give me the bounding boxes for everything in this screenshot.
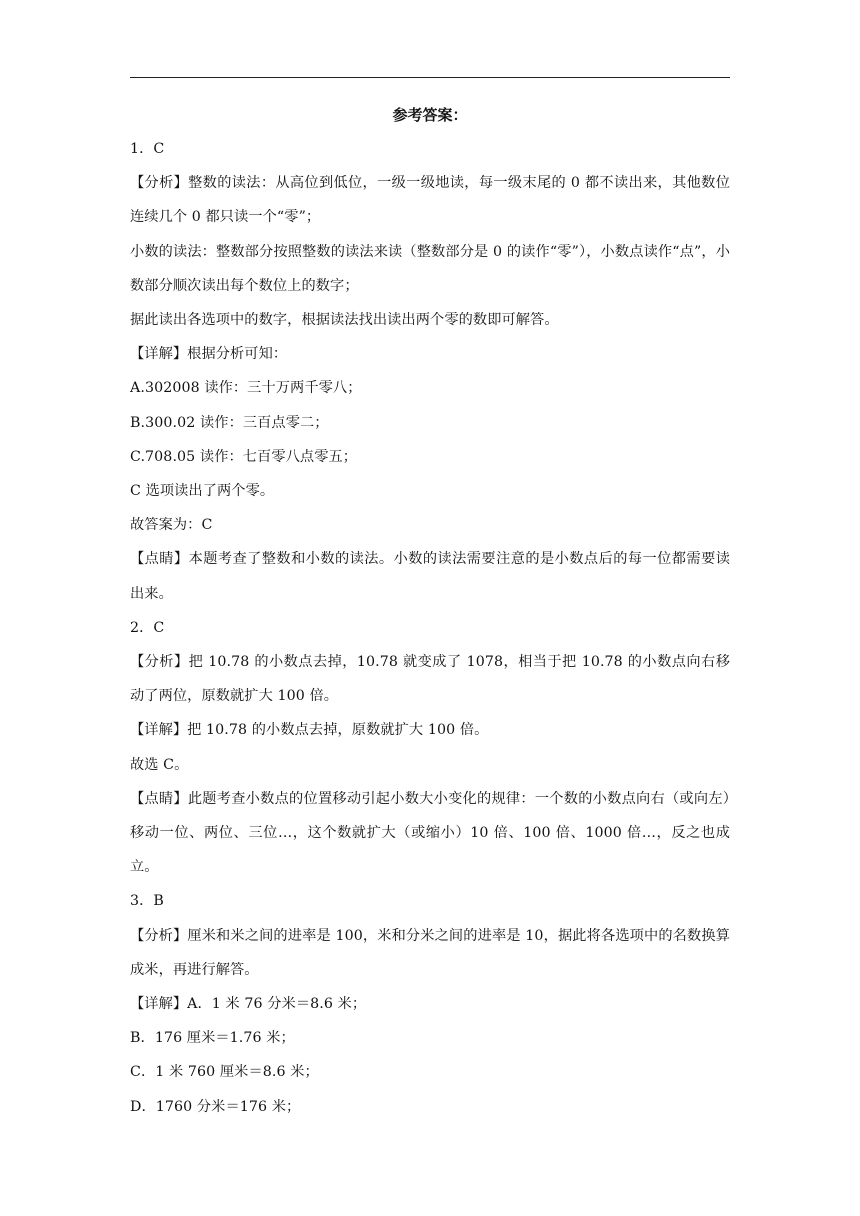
detail-1-option-c: C.708.05 读作：七百零八点零五；: [130, 448, 358, 465]
detail-3-option-b: B．176 厘米＝1.76 米；: [130, 1030, 295, 1047]
detail-2: 【详解】把 10.78 的小数点去掉，原数就扩大 100 倍。: [130, 722, 489, 739]
answer-number-1: 1．C: [130, 141, 165, 157]
detail-3-option-d: D．1760 分米＝176 米；: [130, 1098, 301, 1115]
analysis-1-conclusion: 据此读出各选项中的数字，根据读法找出读出两个零的数即可解答。: [130, 312, 559, 329]
answer-number-3: 3．B: [130, 893, 164, 910]
analysis-1-decimal-reading: 小数的读法：整数部分按照整数的读法来读（整数部分是 0 的读作“零”），小数点读作“点”，小数部分顺次读出每个数位上的数字；: [130, 243, 730, 294]
analysis-2: 【分析】把 10.78 的小数点去掉，10.78 就变成了 1078，相当于把 10.78 的小数点向右移动了两位，原数就扩大 100 倍。: [130, 654, 730, 705]
answer-number-2: 2．C: [130, 619, 165, 636]
detail-1-result: C 选项读出了两个零。: [130, 483, 275, 500]
answer-document: [130, 98, 730, 1124]
answer-2-final: 故选 C。: [130, 756, 189, 773]
document-title: 参考答案：: [392, 106, 468, 124]
detail-3-option-c: C．1 米 760 厘米＝8.6 米；: [130, 1064, 319, 1081]
comment-1: 【点睛】本题考查了整数和小数的读法。小数的读法需要注意的是小数点后的每一位都需要读出来。: [130, 551, 730, 602]
comment-2: 【点睛】此题考查小数点的位置移动引起小数大小变化的规律：一个数的小数点向右（或向左）移动一位、两位、三位…，这个数就扩大（或缩小）10 倍、100 倍、1000 倍…，反之也成立。: [130, 790, 730, 876]
detail-1-option-b: B.300.02 读作：三百点零二；: [130, 414, 329, 431]
detail-1-heading: 【详解】根据分析可知：: [130, 346, 288, 363]
analysis-1-integer-reading: 【分析】整数的读法：从高位到低位，一级一级地读，每一级末尾的 0 都不读出来，其他数位连续几个 0 都只读一个“零”；: [130, 175, 730, 226]
detail-3-option-a: 【详解】A．1 米 76 分米＝8.6 米；: [130, 996, 367, 1013]
analysis-3: 【分析】厘米和米之间的进率是 100，米和分米之间的进率是 10，据此将各选项中的名数换算成米，再进行解答。: [130, 927, 730, 978]
header-rule: [130, 77, 730, 78]
detail-1-option-a: A.302008 读作：三十万两千零八；: [130, 380, 362, 397]
answer-1-final: 故答案为：C: [130, 517, 213, 534]
